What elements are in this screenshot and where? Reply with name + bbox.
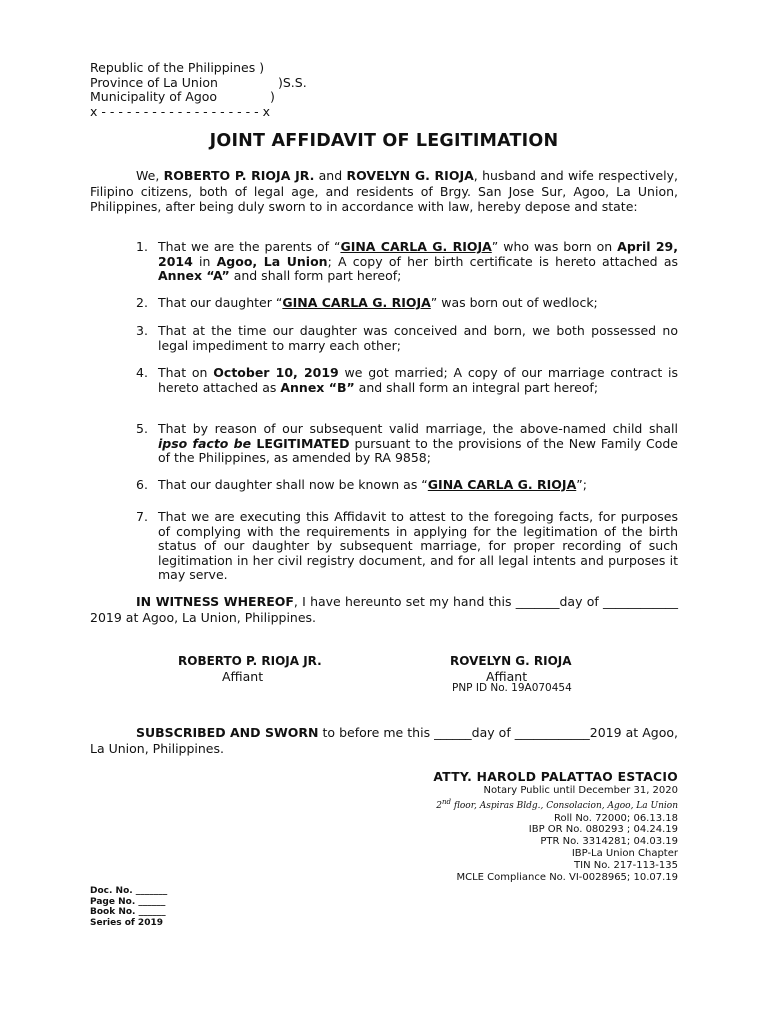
ibp-number: IBP OR No. 080293 ; 04.24.19 xyxy=(528,824,678,836)
statement-4 xyxy=(136,366,678,395)
jurat-text: to before me this ______day of ____________2019 at Agoo, La Union, Philippines. xyxy=(90,725,678,756)
child-name: GINA CARLA G. RIOJA xyxy=(427,477,577,492)
statement-number: 6. xyxy=(136,477,148,492)
statement-3 xyxy=(136,324,678,353)
statement-text: in xyxy=(192,253,217,269)
statement-number: 4. xyxy=(136,365,148,380)
intro-paragraph xyxy=(90,168,678,215)
signature-block-1 xyxy=(178,654,322,684)
venue-caption xyxy=(90,61,307,119)
caption-separator: x - - - - - - - - - - - - - - - - - - - x xyxy=(90,103,270,119)
tin-number: TIN No. 217-113-135 xyxy=(574,859,678,871)
statement-text: That at the time our daughter was conceived and born, we both possessed no legal impediment to marry each other; xyxy=(158,323,678,353)
caption-republic: Republic of the Philippines ) xyxy=(90,60,265,75)
caption-ss: )S.S. xyxy=(278,74,307,90)
docket-entries xyxy=(90,886,167,928)
series-year: Series of 2019 xyxy=(90,917,163,928)
legitimated-term: LEGITIMATED xyxy=(256,435,350,451)
statement-text: That by reason of our subsequent valid marriage, the above-named child shall xyxy=(158,421,678,436)
mcle-number: MCLE Compliance No. VI-0028965; 10.07.19 xyxy=(456,871,678,883)
statement-text: ; A copy of her birth certificate is hereto attached as xyxy=(327,253,678,269)
ipso-facto-phrase: ipso facto be xyxy=(158,435,257,451)
statement-text: That on xyxy=(158,365,214,380)
ptr-number: PTR No. 3314281; 04.03.19 xyxy=(540,836,678,848)
birth-date: April 29, 2014 xyxy=(158,239,678,269)
affiant-2-name: ROVELYN G. RIOJA xyxy=(346,168,474,183)
pnp-id: PNP ID No. 19A070454 xyxy=(452,682,572,694)
child-name: GINA CARLA G. RIOJA xyxy=(282,295,431,310)
statement-number: 2. xyxy=(136,295,148,310)
statement-text: ” was born out of wedlock; xyxy=(430,295,598,310)
birth-place: Agoo, La Union xyxy=(216,253,328,269)
statement-text: That our daughter shall now be known as “ xyxy=(158,477,428,492)
caption-municipality: Municipality of Agoo xyxy=(90,89,218,104)
statement-text: ”; xyxy=(576,477,587,492)
statement-text: and shall form an integral part hereof; xyxy=(354,379,599,395)
statement-number: 1. xyxy=(136,239,148,254)
statement-7 xyxy=(136,510,678,583)
annex-a: Annex “A” xyxy=(158,268,230,283)
statement-number: 5. xyxy=(136,421,148,436)
jurat-clause xyxy=(90,725,678,756)
signatory-role: Affiant xyxy=(222,669,264,684)
page-number: Page No. ______ xyxy=(90,896,166,907)
intro-we: We, xyxy=(136,168,164,183)
statement-2 xyxy=(136,296,678,311)
notary-address xyxy=(338,797,678,813)
roll-number: Roll No. 72000; 06.13.18 xyxy=(553,812,678,824)
statement-text: and shall form part hereof; xyxy=(229,268,402,283)
book-number: Book No. ______ xyxy=(90,907,166,917)
signatory-name: ROBERTO P. RIOJA JR. xyxy=(178,654,322,668)
signature-block-2 xyxy=(450,654,572,684)
doc-number: Doc. No. _______ xyxy=(90,886,168,896)
caption-province: Province of La Union xyxy=(90,74,218,90)
statement-text: we got married; A copy of our marriage contract is hereto attached as xyxy=(158,365,678,395)
ibp-chapter: IBP-La Union Chapter xyxy=(571,847,678,859)
notary-name: ATTY. HAROLD PALATTAO ESTACIO xyxy=(433,770,678,784)
floor-number: 2 xyxy=(436,800,443,811)
jurat-heading: SUBSCRIBED AND SWORN xyxy=(136,725,319,740)
statement-text: That our daughter “ xyxy=(158,295,283,310)
caption-paren: ) xyxy=(270,89,275,104)
statement-text: ” who was born on xyxy=(491,239,618,254)
notary-block xyxy=(338,769,678,883)
floor-suffix: nd xyxy=(442,797,452,806)
document-title: JOINT AFFIDAVIT OF LEGITIMATION xyxy=(209,131,559,151)
intro-and: and xyxy=(314,168,347,183)
statement-text: That we are executing this Affidavit to attest to the foregoing facts, for purposes of complying with the requirements in applying for the legitimation of the birth status of our daughter by subsequent marriage, for proper recording of such legitimation in her civil registry document, and for all legal intents and purposes it may serve. xyxy=(158,509,678,582)
address-text: floor, Aspiras Bldg., Consolacion, Agoo, La Union xyxy=(451,800,678,811)
statement-number: 7. xyxy=(136,509,148,524)
statement-1 xyxy=(136,240,678,284)
witness-clause xyxy=(90,594,678,625)
statement-text: That we are the parents of “ xyxy=(158,239,341,254)
statement-5 xyxy=(136,422,678,466)
statement-text: pursuant to the provisions of the New Family Code of the Philippines, as amended by RA 9858; xyxy=(158,435,678,465)
annex-b: Annex “B” xyxy=(280,379,355,395)
child-name: GINA CARLA G. RIOJA xyxy=(340,239,492,254)
statement-number: 3. xyxy=(136,323,148,338)
signatory-role: Affiant xyxy=(486,669,528,684)
affiant-1-name: ROBERTO P. RIOJA JR. xyxy=(163,168,315,183)
notary-commission: Notary Public until December 31, 2020 xyxy=(483,785,678,796)
intro-rest: , husband and wife respectively, Filipino citizens, both of legal age, and residents of Brgy. San Jose Sur, Agoo, La Union, Philippines, after being duly sworn to in accordance with law, hereby depose and state: xyxy=(90,168,678,214)
signatory-name: ROVELYN G. RIOJA xyxy=(450,654,572,668)
witness-text: , I have hereunto set my hand this _______day of ____________ 2019 at Agoo, La Union, Philippines. xyxy=(90,594,679,625)
marriage-date: October 10, 2019 xyxy=(213,365,339,380)
statement-6 xyxy=(136,478,678,493)
witness-heading: IN WITNESS WHEREOF xyxy=(136,594,294,609)
